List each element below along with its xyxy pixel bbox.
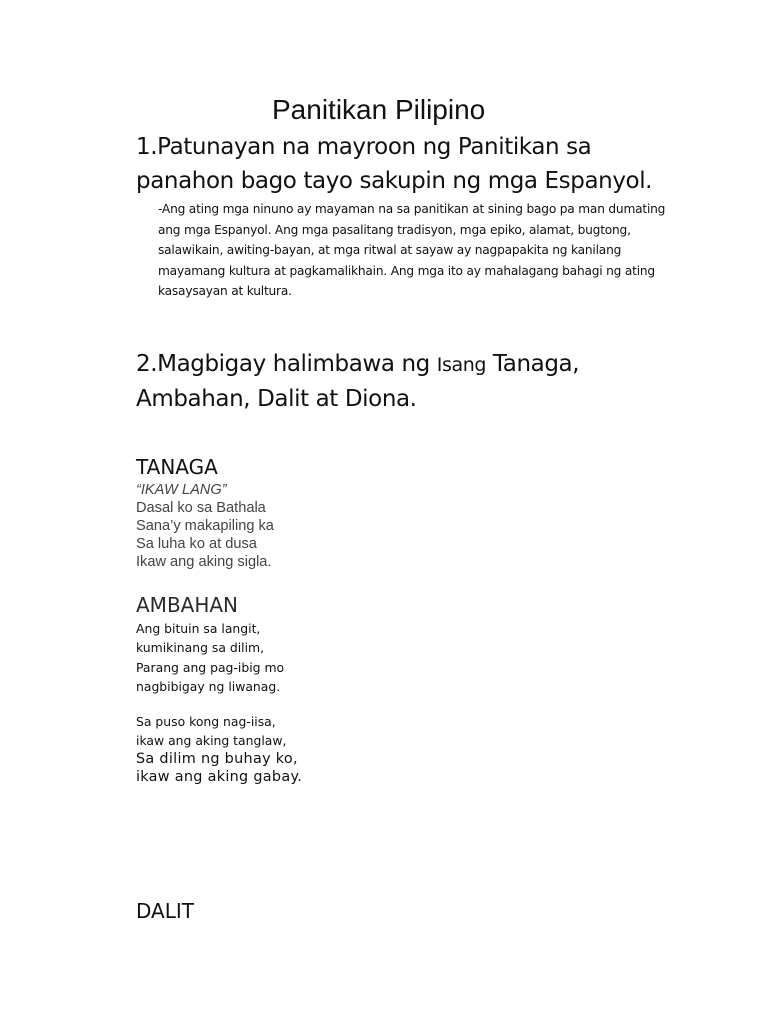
ambahan-line-7: Sa dilim ng buhay ko,: [136, 751, 298, 767]
ambahan-line-2: kumikinang sa dilim,: [136, 640, 265, 656]
question-2-line-1-start: 2.Magbigay halimbawa ng: [136, 351, 437, 377]
tanaga-heading: TANAGA: [136, 455, 218, 479]
answer-line-4: mayamang kultura at pagkamalikhain. Ang mga ito ay mahalagang bahagi ng ating: [158, 263, 655, 278]
ambahan-stanza-1: [136, 619, 284, 696]
tanaga-poem-title: “IKAW LANG”: [136, 482, 227, 498]
tanaga-line-3: Sa luha ko at dusa: [136, 536, 257, 552]
question-2-line-1-small: Isang: [436, 354, 486, 376]
answer-line-2: ang mga Espanyol. Ang mga pasalitang tradisyon, mga epiko, alamat, bugtong,: [158, 222, 631, 237]
ambahan-line-4: nagbibigay ng liwanag.: [136, 678, 281, 694]
ambahan-line-6: ikaw ang aking tanglaw,: [136, 733, 287, 749]
document-title: Panitikan Pilipino: [272, 94, 486, 125]
tanaga-line-2: Sana’y makapiling ka: [136, 518, 274, 534]
answer-line-1: -Ang ating mga ninuno ay mayaman na sa panitikan at sining bago pa man dumating: [158, 202, 666, 216]
question-2-line-1: [136, 347, 579, 382]
question-1-answer: [158, 199, 665, 302]
ambahan-line-1: Ang bituin sa langit,: [136, 621, 261, 636]
tanaga-poem: [136, 481, 274, 571]
ambahan-line-8: ikaw ang aking gabay.: [136, 769, 303, 785]
question-1-line-1: 1.Patunayan na mayroon ng Panitikan sa: [136, 134, 592, 160]
question-2-heading: [136, 347, 579, 416]
answer-line-3: salawikain, awiting-bayan, at mga ritwal at sayaw ay nagpapakita ng kanilang: [158, 243, 622, 258]
ambahan-line-3: Parang ang pag-ibig mo: [136, 659, 285, 675]
ambahan-stanza-2-continued: [136, 750, 302, 786]
ambahan-line-5: Sa puso kong nag-iisa,: [136, 714, 276, 729]
question-1-line-2: panahon bago tayo sakupin ng mga Espanyol.: [136, 168, 653, 194]
ambahan-heading: AMBAHAN: [136, 593, 239, 617]
question-2-line-2: Ambahan, Dalit at Diona.: [136, 386, 417, 412]
question-2-line-1-end: Tanaga,: [486, 351, 580, 377]
ambahan-stanza-2: [136, 712, 286, 751]
dalit-heading: DALIT: [136, 899, 194, 923]
tanaga-line-1: Dasal ko sa Bathala: [136, 500, 266, 516]
tanaga-line-4: Ikaw ang aking sigla.: [136, 554, 272, 570]
answer-line-5: kasaysayan at kultura.: [158, 284, 292, 299]
question-1-heading: [136, 130, 652, 198]
